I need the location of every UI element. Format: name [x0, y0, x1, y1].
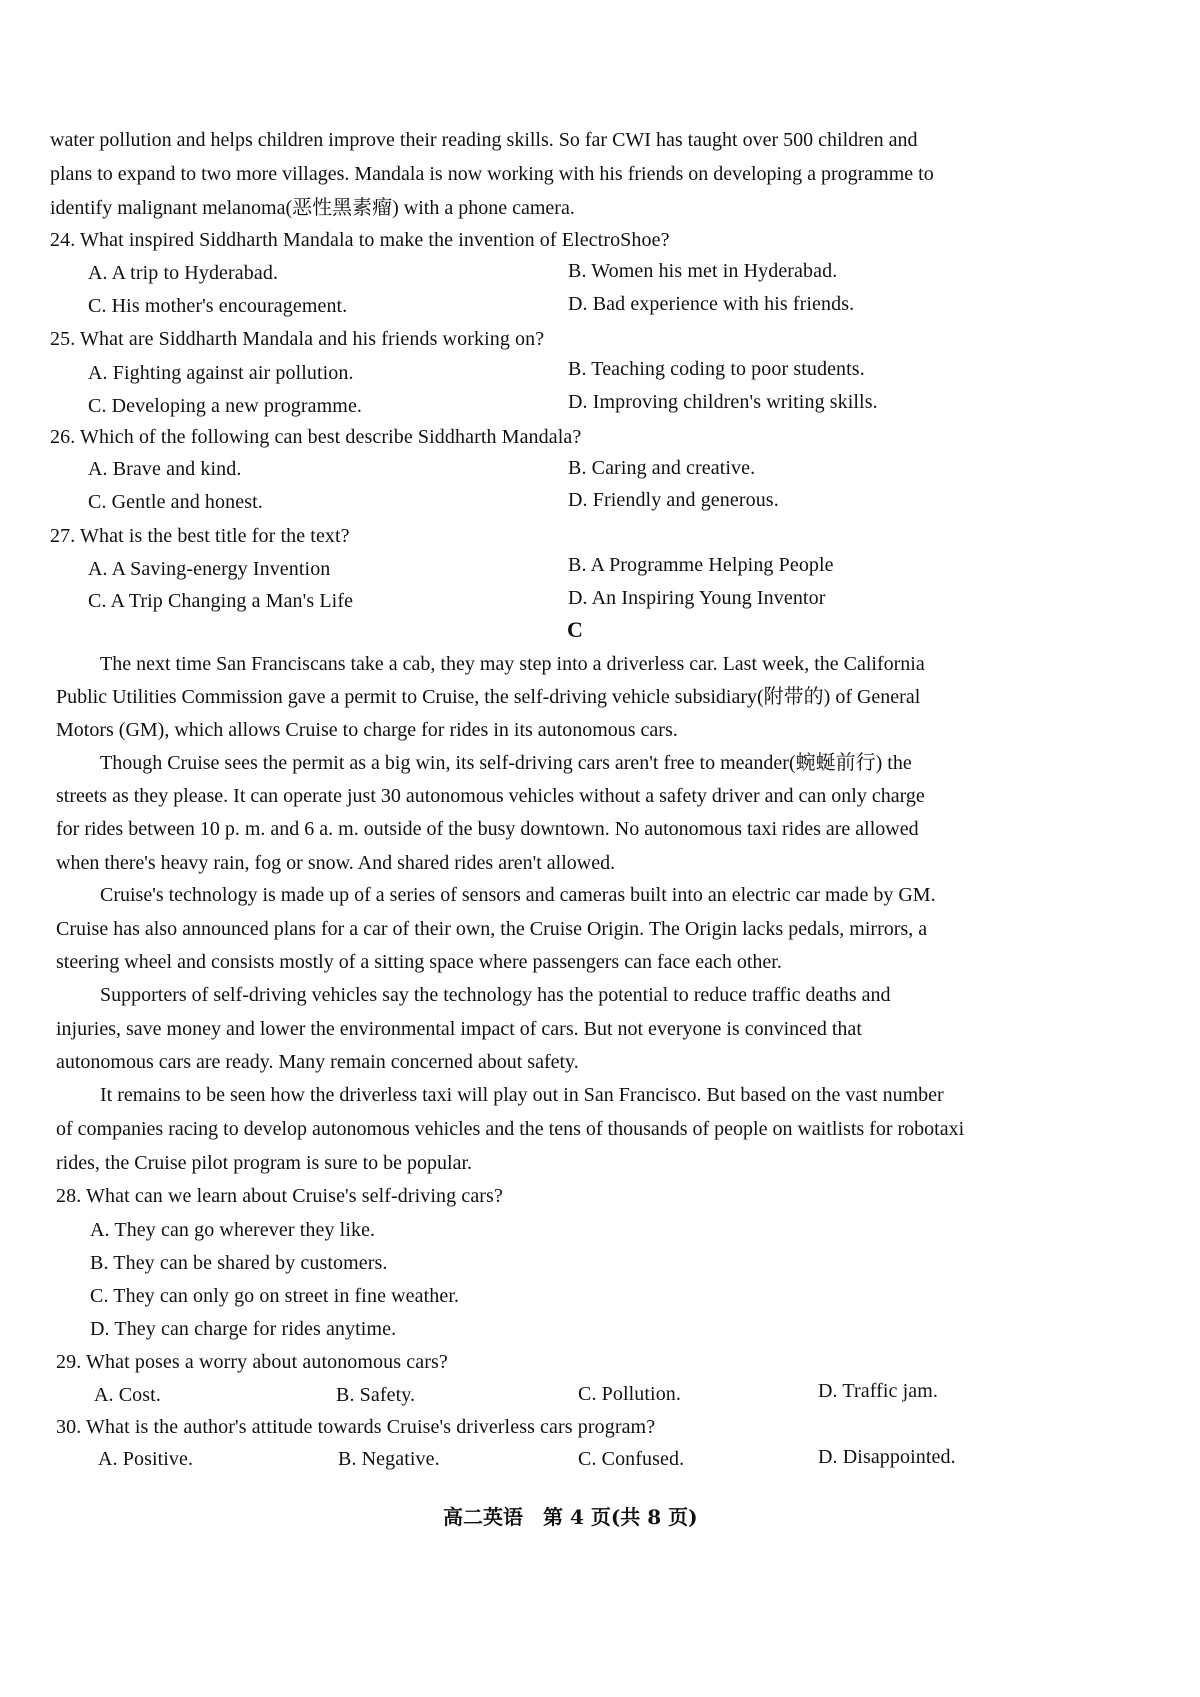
- question-26-option-d: D. Friendly and generous.: [568, 489, 779, 511]
- question-24-option-c: C. His mother's encouragement.: [88, 295, 348, 317]
- question-27-option-c: C. A Trip Changing a Man's Life: [88, 590, 354, 612]
- question-29-option-b: B. Safety.: [336, 1384, 416, 1406]
- question-30-option-c: C. Confused.: [578, 1448, 685, 1470]
- passage-c-p3-line3: steering wheel and consists mostly of a sitting space where passengers can face each other.: [56, 951, 782, 973]
- intro-line-1: water pollution and helps children improve their reading skills. So far CWI has taught over 500 children and: [50, 129, 918, 151]
- question-25-stem: 25. What are Siddharth Mandala and his friends working on?: [50, 328, 545, 350]
- question-24-option-b: B. Women his met in Hyderabad.: [568, 260, 838, 282]
- question-29-option-a: A. Cost.: [94, 1384, 161, 1406]
- passage-c-p2-line3: for rides between 10 p. m. and 6 a. m. outside of the busy downtown. No autonomous taxi rides are allowed: [56, 818, 919, 840]
- question-28-option-c: C. They can only go on street in fine weather.: [90, 1285, 460, 1307]
- passage-c-p1-line1: The next time San Franciscans take a cab, they may step into a driverless car. Last week, the California: [100, 653, 925, 675]
- section-c-heading: C: [567, 617, 583, 642]
- page-footer: 高二英语 第 4 页(共 8 页): [443, 1505, 698, 1529]
- question-26-option-a: A. Brave and kind.: [88, 458, 242, 480]
- passage-c-p4-line1: Supporters of self-driving vehicles say the technology has the potential to reduce traffic deaths and: [100, 984, 891, 1006]
- question-24-option-d: D. Bad experience with his friends.: [568, 293, 855, 315]
- passage-c-p5-line2: of companies racing to develop autonomous vehicles and the tens of thousands of people on waitlists for robotaxi: [56, 1118, 965, 1140]
- question-29-option-c: C. Pollution.: [578, 1383, 681, 1405]
- passage-c-p5-line1: It remains to be seen how the driverless taxi will play out in San Francisco. But based on the vast number: [100, 1084, 944, 1106]
- passage-c-p1-line3: Motors (GM), which allows Cruise to charge for rides in its autonomous cars.: [56, 719, 678, 741]
- question-25-option-b: B. Teaching coding to poor students.: [568, 358, 865, 380]
- question-26-stem: 26. Which of the following can best describe Siddharth Mandala?: [50, 426, 582, 448]
- question-30-option-b: B. Negative.: [338, 1448, 440, 1470]
- question-29-stem: 29. What poses a worry about autonomous cars?: [56, 1351, 448, 1373]
- question-27-stem: 27. What is the best title for the text?: [50, 525, 350, 547]
- question-28-option-d: D. They can charge for rides anytime.: [90, 1318, 397, 1340]
- passage-c-p2-line2: streets as they please. It can operate just 30 autonomous vehicles without a safety driver and can only charge: [56, 785, 925, 807]
- question-28-option-b: B. They can be shared by customers.: [90, 1252, 388, 1274]
- passage-c-p3-line1: Cruise's technology is made up of a series of sensors and cameras built into an electric car made by GM.: [100, 884, 936, 906]
- question-30-option-d: D. Disappointed.: [818, 1446, 956, 1468]
- passage-c-p2-line1: Though Cruise sees the permit as a big win, its self-driving cars aren't free to meander(蜿蜒前行) the: [100, 752, 912, 774]
- question-25-option-a: A. Fighting against air pollution.: [88, 362, 354, 384]
- question-24-stem: 24. What inspired Siddharth Mandala to make the invention of ElectroShoe?: [50, 229, 670, 251]
- intro-line-3: identify malignant melanoma(恶性黑素瘤) with a phone camera.: [50, 197, 575, 219]
- passage-c-p4-line3: autonomous cars are ready. Many remain concerned about safety.: [56, 1051, 579, 1073]
- question-27-option-a: A. A Saving-energy Invention: [88, 558, 331, 580]
- passage-c-p2-line4: when there's heavy rain, fog or snow. And shared rides aren't allowed.: [56, 852, 616, 874]
- question-29-option-d: D. Traffic jam.: [818, 1380, 939, 1402]
- passage-c-p5-line3: rides, the Cruise pilot program is sure to be popular.: [56, 1152, 473, 1174]
- intro-line-2: plans to expand to two more villages. Mandala is now working with his friends on developing a programme to: [50, 163, 934, 185]
- question-25-option-c: C. Developing a new programme.: [88, 395, 363, 417]
- question-30-option-a: A. Positive.: [98, 1448, 194, 1470]
- question-30-stem: 30. What is the author's attitude towards Cruise's driverless cars program?: [56, 1416, 656, 1438]
- passage-c-p1-line2: Public Utilities Commission gave a permit to Cruise, the self-driving vehicle subsidiary(附带的) of General: [56, 686, 921, 708]
- passage-c-p4-line2: injuries, save money and lower the environmental impact of cars. But not everyone is convinced that: [56, 1018, 862, 1040]
- question-28-option-a: A. They can go wherever they like.: [90, 1219, 376, 1241]
- question-27-option-b: B. A Programme Helping People: [568, 554, 834, 576]
- question-25-option-d: D. Improving children's writing skills.: [568, 391, 878, 413]
- question-24-option-a: A. A trip to Hyderabad.: [88, 262, 279, 284]
- passage-c-p3-line2: Cruise has also announced plans for a car of their own, the Cruise Origin. The Origin lacks pedals, mirrors, a: [56, 918, 928, 940]
- question-27-option-d: D. An Inspiring Young Inventor: [568, 587, 826, 609]
- question-26-option-c: C. Gentle and honest.: [88, 491, 263, 513]
- question-28-stem: 28. What can we learn about Cruise's self-driving cars?: [56, 1185, 503, 1207]
- question-26-option-b: B. Caring and creative.: [568, 457, 756, 479]
